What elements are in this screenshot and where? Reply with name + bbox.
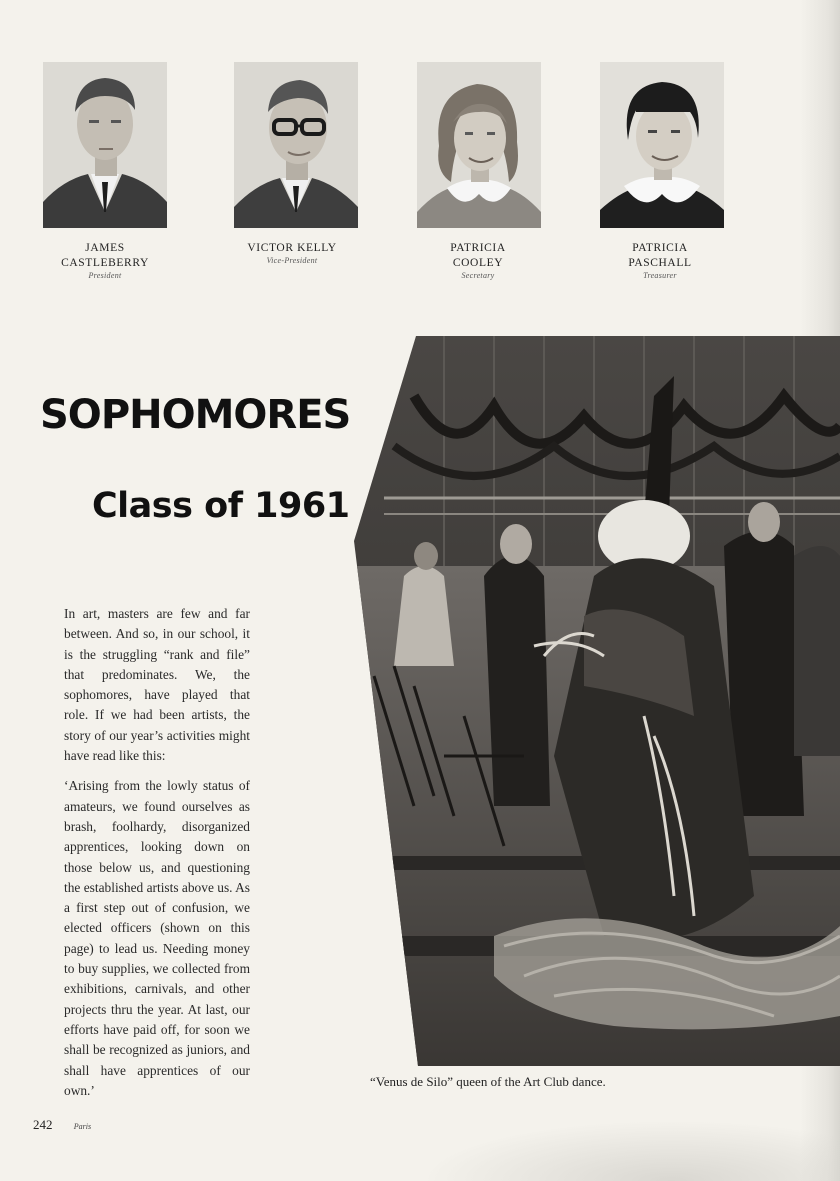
officer-name-line-2: COOLEY xyxy=(452,257,504,269)
school-name: Paris xyxy=(73,1122,92,1131)
officer-role: Secretary xyxy=(461,271,495,280)
page-footer xyxy=(33,1117,91,1133)
officer-role: Vice-President xyxy=(266,256,318,265)
body-copy xyxy=(64,604,250,1111)
officer-name-line-1: PATRICIA xyxy=(632,242,688,254)
officer-role: President xyxy=(88,271,122,280)
portrait-photo-president xyxy=(43,62,167,228)
page-bottom-shadow xyxy=(420,1120,840,1181)
officer-name-line-2: CASTLEBERRY xyxy=(61,257,149,269)
officer-name-line-1: JAMES xyxy=(85,242,125,254)
portrait-photo-vice-president xyxy=(234,62,358,228)
body-paragraph-1: In art, masters are few and far between. And so, in our school, it is the struggling “rank and file” that predominates. We, the sophomores, have played that role. If we had been artists, the story of our year’s activities might have read like this: xyxy=(64,606,250,764)
section-subtitle: Class of 1961 xyxy=(92,486,350,526)
officer-name-line-2: PASCHALL xyxy=(628,257,692,269)
officer-name-line-1: VICTOR KELLY xyxy=(247,242,337,254)
officer-name-line-1: PATRICIA xyxy=(450,242,506,254)
photo-caption: “Venus de Silo” queen of the Art Club dance. xyxy=(370,1074,606,1089)
officer-caption-vice-president xyxy=(212,241,372,265)
section-title: SOPHOMORES xyxy=(40,392,351,438)
officer-caption-president xyxy=(25,241,185,280)
art-club-dance-photo xyxy=(354,336,840,1066)
body-paragraph-2: ‘Arising from the lowly status of amateurs, we found ourselves as brash, foolhardy, disorganized apprentices, looking down on those below us, and questioning the established artists above us. As a first step out of confusion, we elected officers (shown on this page) to lead us. Needing money to buy supplies, we collected from exhibitions, carnivals, and other projects thru the year. At last, our efforts have paid off, for soon we shall be recognized as juniors, and shall have apprentices of our own.’ xyxy=(64,778,250,1098)
officer-caption-secretary xyxy=(398,241,558,280)
page-number: 242 xyxy=(33,1117,53,1132)
portrait-photo-treasurer xyxy=(600,62,724,228)
officer-role: Treasurer xyxy=(643,271,677,280)
portrait-photo-secretary xyxy=(417,62,541,228)
officer-caption-treasurer xyxy=(580,241,740,280)
